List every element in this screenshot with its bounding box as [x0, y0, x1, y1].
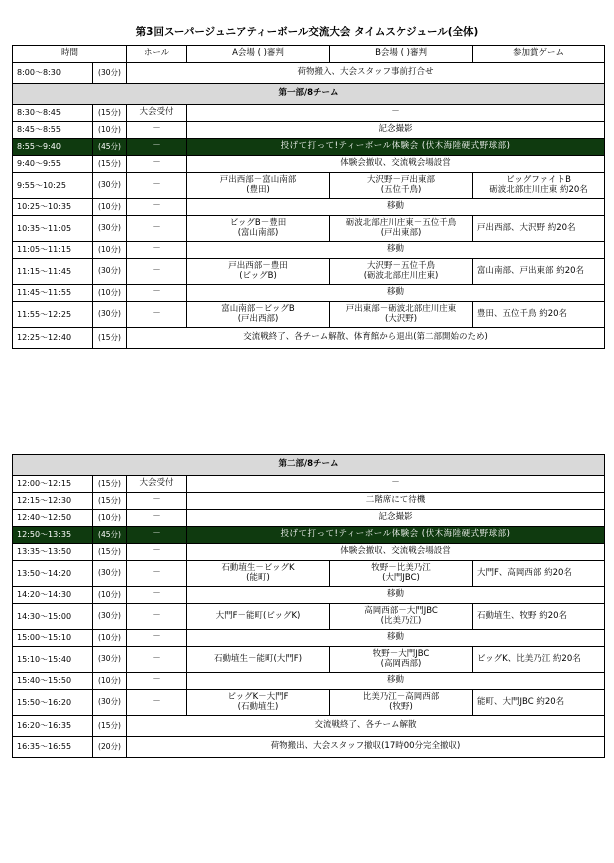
merged-cell: 二階席にて待機 — [187, 493, 605, 510]
hall-cell: － — [127, 156, 187, 173]
duration-cell: (10分) — [93, 285, 127, 302]
merged-cell: 移動 — [187, 199, 605, 216]
cell-line-sub: 砺波北部庄川庄東 約20名 — [489, 184, 588, 195]
schedule-row — [13, 122, 605, 139]
duration-cell: (30分) — [93, 259, 127, 285]
merged-cell: 移動 — [187, 630, 605, 647]
hall-cell: － — [127, 510, 187, 527]
time-cell: 14:20～14:30 — [13, 587, 93, 604]
cell-line-main: ビッグB－豊田 — [229, 217, 287, 228]
part-header-row — [13, 84, 605, 105]
cell-line-sub: (戸出東部) — [380, 227, 422, 238]
prize-game-cell — [473, 173, 605, 199]
cell-line-sub: (大門JBC) — [382, 572, 420, 583]
schedule-row — [13, 544, 605, 561]
duration-cell: (15分) — [93, 716, 127, 737]
duration-cell: (15分) — [93, 493, 127, 510]
schedule-row — [13, 139, 605, 156]
court-b-cell — [330, 604, 473, 630]
header-hall: ホール — [127, 46, 187, 63]
duration-cell: (10分) — [93, 199, 127, 216]
cell-line-main: 大沢野－五位千鳥 — [367, 260, 436, 271]
time-cell: 16:20～16:35 — [13, 716, 93, 737]
cell-line-main: 豊田、五位千鳥 約20名 — [477, 308, 568, 319]
schedule-row — [13, 105, 605, 122]
hall-cell: 大会受付 — [127, 105, 187, 122]
hall-cell: － — [127, 587, 187, 604]
duration-cell: (30分) — [93, 690, 127, 716]
duration-cell: (15分) — [93, 328, 127, 349]
schedule-row — [13, 199, 605, 216]
cell-line-sub: (石動埴生) — [237, 701, 279, 712]
time-cell: 12:15～12:30 — [13, 493, 93, 510]
time-cell: 16:35～16:55 — [13, 737, 93, 758]
hall-cell: － — [127, 630, 187, 647]
cell-line-sub: (ビッグB) — [239, 270, 277, 281]
cell-line-main: ビッグK－大門F — [227, 691, 289, 702]
match-row — [13, 604, 605, 630]
time-cell: 8:00～8:30 — [13, 63, 93, 84]
hall-cell: － — [127, 259, 187, 285]
cell-line-sub: (五位千鳥) — [380, 184, 422, 195]
merged-cell: － — [187, 105, 605, 122]
header-row — [13, 46, 605, 63]
hall-cell: － — [127, 285, 187, 302]
hall-cell: 大会受付 — [127, 476, 187, 493]
time-cell: 15:40～15:50 — [13, 673, 93, 690]
hall-cell: － — [127, 527, 187, 544]
highlight-event-cell: 投げて打って!ティーボール体験会 (伏木海陸硬式野球部) — [187, 527, 605, 544]
schedule-row — [13, 285, 605, 302]
cell-line-sub: (高岡西部) — [380, 658, 422, 669]
time-cell: 12:50～13:35 — [13, 527, 93, 544]
court-a-cell — [187, 690, 330, 716]
time-cell: 8:55～9:40 — [13, 139, 93, 156]
time-cell: 15:10～15:40 — [13, 647, 93, 673]
hall-cell: － — [127, 544, 187, 561]
schedule-row — [13, 630, 605, 647]
duration-cell: (10分) — [93, 673, 127, 690]
duration-cell: (10分) — [93, 242, 127, 259]
court-a-cell — [187, 259, 330, 285]
hall-cell: － — [127, 673, 187, 690]
duration-cell: (15分) — [93, 105, 127, 122]
court-b-cell — [330, 259, 473, 285]
court-b-cell — [330, 216, 473, 242]
header-court-b: B会場 ( )審判 — [330, 46, 473, 63]
duration-cell: (45分) — [93, 139, 127, 156]
cell-line-main: 戸出西部－豊田 — [228, 260, 288, 271]
cell-line-main: 牧野－比美乃江 — [371, 562, 431, 573]
time-cell: 11:55～12:25 — [13, 302, 93, 328]
time-cell: 10:25～10:35 — [13, 199, 93, 216]
schedule-row — [13, 242, 605, 259]
schedule-row — [13, 527, 605, 544]
schedule-row — [13, 587, 605, 604]
cell-line-main: 石動埴生、牧野 約20名 — [477, 610, 568, 621]
hall-cell: － — [127, 122, 187, 139]
cell-line-main: 戸出西部－富山南部 — [219, 174, 297, 185]
court-a-cell — [187, 604, 330, 630]
hall-cell: － — [127, 647, 187, 673]
hall-cell: － — [127, 199, 187, 216]
court-a-cell — [187, 302, 330, 328]
court-b-cell — [330, 561, 473, 587]
schedule-row — [13, 493, 605, 510]
cell-line-sub: (大沢野) — [384, 313, 418, 324]
merged-cell: 移動 — [187, 587, 605, 604]
cell-line-main: 比美乃江－高岡西部 — [362, 691, 440, 702]
match-row — [13, 173, 605, 199]
hall-cell: － — [127, 173, 187, 199]
merged-cell: 記念撮影 — [187, 510, 605, 527]
schedule-table-part2 — [12, 454, 605, 758]
duration-cell: (15分) — [93, 476, 127, 493]
schedule-row — [13, 673, 605, 690]
court-b-cell — [330, 647, 473, 673]
duration-cell: (30分) — [93, 561, 127, 587]
cell-line-main: 富山南部－ビッグB — [221, 303, 295, 314]
merged-cell: 移動 — [187, 673, 605, 690]
header-court-a: A会場 ( )審判 — [187, 46, 330, 63]
part-title: 第一部/8チーム — [13, 84, 605, 105]
time-cell: 8:30～8:45 — [13, 105, 93, 122]
duration-cell: (30分) — [93, 216, 127, 242]
cell-line-main: 富山南部、戸出東部 約20名 — [477, 265, 585, 276]
schedule-row — [13, 510, 605, 527]
merged-cell: 記念撮影 — [187, 122, 605, 139]
match-row — [13, 259, 605, 285]
duration-cell: (30分) — [93, 63, 127, 84]
time-cell: 8:45～8:55 — [13, 122, 93, 139]
court-a-cell — [187, 561, 330, 587]
hall-cell: － — [127, 690, 187, 716]
duration-cell: (30分) — [93, 173, 127, 199]
part-title: 第二部/8チーム — [13, 455, 605, 476]
duration-cell: (15分) — [93, 544, 127, 561]
duration-cell: (10分) — [93, 510, 127, 527]
cell-line-sub: (豊田) — [246, 184, 270, 195]
cell-line-main: 大沢野－戸出東部 — [367, 174, 436, 185]
time-cell: 11:45～11:55 — [13, 285, 93, 302]
closing-row — [13, 716, 605, 737]
cell-line-main: 大門F－能町(ビッグK) — [215, 610, 301, 621]
time-cell: 11:05～11:15 — [13, 242, 93, 259]
merged-cell: － — [187, 476, 605, 493]
prize-game-cell — [473, 259, 605, 285]
court-b-cell — [330, 302, 473, 328]
duration-cell: (45分) — [93, 527, 127, 544]
time-cell: 15:00～15:10 — [13, 630, 93, 647]
hall-cell: － — [127, 604, 187, 630]
cell-line-main: 高岡西部－大門JBC — [364, 605, 438, 616]
merged-cell: 体験会撤収、交流戦会場設営 — [187, 544, 605, 561]
duration-cell: (15分) — [93, 156, 127, 173]
duration-cell: (10分) — [93, 587, 127, 604]
merged-cell: 体験会撤収、交流戦会場設営 — [187, 156, 605, 173]
match-row — [13, 690, 605, 716]
cell-line-main: 戸出西部、大沢野 約20名 — [477, 222, 576, 233]
time-cell: 14:30～15:00 — [13, 604, 93, 630]
cell-line-sub: (富山南部) — [237, 227, 279, 238]
cell-line-sub: (能町) — [246, 572, 270, 583]
cell-line-main: 砺波北部庄川庄東－五位千鳥 — [345, 217, 457, 228]
cell-line-sub: (牧野) — [389, 701, 413, 712]
hall-cell: － — [127, 242, 187, 259]
merged-cell: 交流戦終了、各チーム解散、体育館から退出(第二部開始のため) — [127, 328, 605, 349]
schedule-table-part1 — [12, 45, 605, 349]
header-time: 時間 — [13, 46, 127, 63]
cell-line-main: 戸出東部－砺波北部庄川庄東 — [345, 303, 457, 314]
document-title: 第3回スーパージュニアティーボール交流大会 タイムスケジュール(全体) — [135, 26, 479, 38]
cell-line-main: 大門F、高岡西部 約20名 — [477, 567, 572, 578]
prize-game-cell — [473, 561, 605, 587]
time-cell: 9:55～10:25 — [13, 173, 93, 199]
schedule-row — [13, 156, 605, 173]
cell-line-sub: (比美乃江) — [380, 615, 422, 626]
cell-line-sub: (戸出西部) — [237, 313, 279, 324]
prize-game-cell — [473, 302, 605, 328]
cell-line-sub: (砺波北部庄川庄東) — [363, 270, 439, 281]
merged-cell: 交流戦終了、各チーム解散 — [127, 716, 605, 737]
match-row — [13, 561, 605, 587]
time-cell: 15:50～16:20 — [13, 690, 93, 716]
duration-cell: (30分) — [93, 604, 127, 630]
time-cell: 9:40～9:55 — [13, 156, 93, 173]
hall-cell: － — [127, 561, 187, 587]
merged-cell: 移動 — [187, 242, 605, 259]
duration-cell: (20分) — [93, 737, 127, 758]
court-a-cell — [187, 647, 330, 673]
cell-line-main: 牧野－大門JBC — [372, 648, 430, 659]
court-a-cell — [187, 173, 330, 199]
cell-line-main: 石動埴生－ビッグK — [221, 562, 295, 573]
match-row — [13, 302, 605, 328]
duration-cell: (10分) — [93, 122, 127, 139]
prize-game-cell — [473, 647, 605, 673]
match-row — [13, 647, 605, 673]
cell-line-main: ビッグファイトB — [506, 174, 571, 185]
duration-cell: (10分) — [93, 630, 127, 647]
prize-game-cell — [473, 604, 605, 630]
highlight-event-cell: 投げて打って!ティーボール体験会 (伏木海陸硬式野球部) — [187, 139, 605, 156]
cell-line-main: ビッグK、比美乃江 約20名 — [477, 653, 581, 664]
court-b-cell — [330, 173, 473, 199]
time-cell: 11:15～11:45 — [13, 259, 93, 285]
cell-line-main: 石動埴生－能町(大門F) — [213, 653, 303, 664]
time-cell: 13:35～13:50 — [13, 544, 93, 561]
time-cell: 12:25～12:40 — [13, 328, 93, 349]
court-b-cell — [330, 690, 473, 716]
final-row — [13, 737, 605, 758]
cell-line-main: 能町、大門JBC 約20名 — [477, 696, 565, 707]
merged-cell: 荷物搬入、大会スタッフ事前打合せ — [127, 63, 605, 84]
time-cell: 12:40～12:50 — [13, 510, 93, 527]
duration-cell: (30分) — [93, 302, 127, 328]
header-prize-game: 参加賞ゲーム — [473, 46, 605, 63]
hall-cell: － — [127, 216, 187, 242]
time-cell: 12:00～12:15 — [13, 476, 93, 493]
hall-cell: － — [127, 302, 187, 328]
prize-game-cell — [473, 690, 605, 716]
closing-row — [13, 328, 605, 349]
schedule-row — [13, 476, 605, 493]
opening-row — [13, 63, 605, 84]
prize-game-cell — [473, 216, 605, 242]
time-cell: 10:35～11:05 — [13, 216, 93, 242]
duration-cell: (30分) — [93, 647, 127, 673]
part-header-row — [13, 455, 605, 476]
court-a-cell — [187, 216, 330, 242]
merged-cell: 移動 — [187, 285, 605, 302]
hall-cell: － — [127, 493, 187, 510]
match-row — [13, 216, 605, 242]
time-cell: 13:50～14:20 — [13, 561, 93, 587]
hall-cell: － — [127, 139, 187, 156]
merged-cell: 荷物搬出、大会スタッフ撤収(17時00分完全撤収) — [127, 737, 605, 758]
